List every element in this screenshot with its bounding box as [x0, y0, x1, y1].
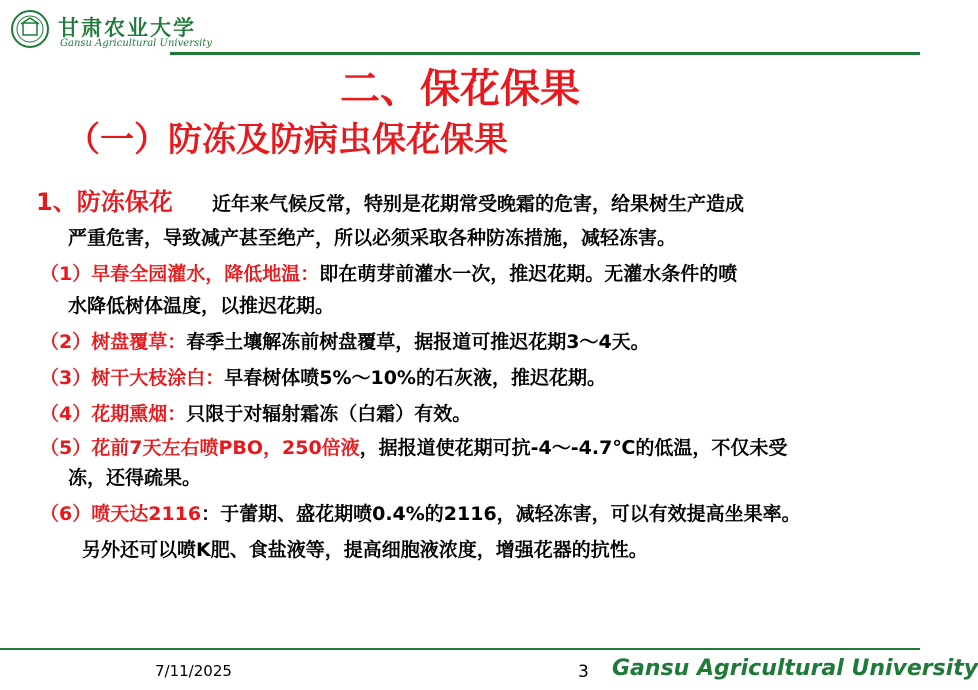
item-text-continued: 冻，还得疏果。 — [68, 467, 202, 489]
item-text: 春季土壤解冻前树盘覆草，据报道可推迟花期3～4天。 — [186, 331, 650, 353]
slide-header — [0, 0, 920, 62]
closing-text: 另外还可以喷K肥、食盐液等，提高细胞液浓度，增强花器的抗性。 — [82, 539, 648, 561]
footer-date: 7/11/2025 — [155, 662, 232, 680]
item-label: （3）树干大枝涂白： — [40, 367, 225, 389]
item-label: （6）喷天达2116 — [40, 503, 202, 525]
slide-title: 二、保花保果 — [340, 66, 580, 112]
list-item — [40, 398, 471, 430]
university-seal-icon — [10, 9, 50, 49]
item-text: 只限于对辐射霜冻（白霜）有效。 — [186, 403, 472, 425]
footer-university: Gansu Agricultural University — [612, 656, 978, 681]
item-text: 早春树体喷5%～10%的石灰液，推迟花期。 — [224, 367, 606, 389]
list-item — [40, 432, 787, 464]
section-heading-line — [36, 186, 744, 220]
section-text-line1: 近年来气候反常，特别是花期常受晚霜的危害，给果树生产造成 — [211, 193, 744, 215]
footer-rule — [0, 648, 920, 650]
page-number: 3 — [578, 662, 589, 682]
item-text: ，据报道使花期可抗-4～-4.7℃的低温，不仅未受 — [359, 437, 788, 459]
list-item — [40, 498, 801, 530]
item-text: ：于蕾期、盛花期喷0.4%的2116，减轻冻害，可以有效提高坐果率。 — [201, 503, 801, 525]
item-label: （2）树盘覆草： — [40, 331, 187, 353]
section-heading: 1、防冻保花 — [36, 188, 173, 216]
item-label: （1）早春全园灌水，降低地温： — [40, 263, 320, 285]
list-item — [40, 258, 737, 290]
logo-english-name: Gansu Agricultural University — [60, 38, 212, 49]
slide-subtitle: （一）防冻及防病虫保花保果 — [66, 120, 508, 160]
item-text-continued: 水降低树体温度，以推迟花期。 — [68, 295, 335, 317]
section-text-line2: 严重危害，导致减产甚至绝产，所以必须采取各种防冻措施，减轻冻害。 — [68, 227, 677, 249]
logo-name: 甘肃农业大学 — [58, 15, 196, 40]
item-text: 即在萌芽前灌水一次，推迟花期。无灌水条件的喷 — [319, 263, 738, 285]
item-label: （5）花前7天左右喷PBO，250倍液 — [40, 437, 360, 459]
list-item — [40, 362, 606, 394]
list-item — [40, 326, 650, 358]
header-rule — [170, 52, 920, 55]
item-label: （4）花期熏烟： — [40, 403, 187, 425]
